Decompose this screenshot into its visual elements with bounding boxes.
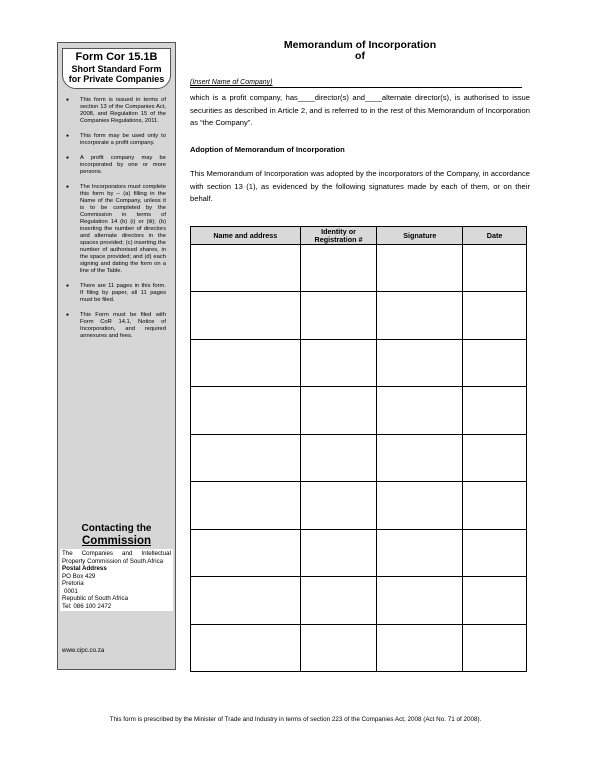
- info-sidebar: [57, 42, 176, 670]
- cell-signature[interactable]: [377, 529, 463, 576]
- cell-identity[interactable]: [300, 292, 377, 339]
- cell-name-address[interactable]: [191, 434, 301, 481]
- form-header-box: [62, 48, 171, 89]
- cell-date[interactable]: [463, 624, 527, 672]
- column-header-signature: Signature: [377, 227, 463, 245]
- cell-date[interactable]: [463, 577, 527, 624]
- table-row: [191, 245, 527, 292]
- footer-note: This form is prescribed by the Minister of Trade and Industry in terms of section 223 of the Companies Act, 2008 (Act No. 71 of 2008).: [109, 716, 482, 723]
- cell-name-address[interactable]: [191, 624, 301, 672]
- cell-signature[interactable]: [377, 245, 463, 292]
- note-item: ● The Incorporators must complete this form by – (a) filling in the Name of the Company, unless it is to be completed by the Commission in terms of Regulation 14 (b) (i) or (iii); (b) inserting the number of directors and alternate directors in the spaces provided; (c) inserting the number of authorised shares, in the space provided; and (d) each signing and dating the form on a line of the Table.: [80, 184, 166, 275]
- cell-date[interactable]: [463, 387, 527, 434]
- website-link[interactable]: www.cipc.co.za: [62, 647, 105, 654]
- cell-name-address[interactable]: [191, 245, 301, 292]
- contact-title-commission: Commission: [81, 535, 151, 547]
- cell-date[interactable]: [463, 434, 527, 481]
- form-number: Form Cor 15.1B: [75, 51, 158, 63]
- cell-signature[interactable]: [377, 482, 463, 529]
- commission-name: The Companies and Intellectual Property Commission of South Africa: [62, 550, 171, 565]
- column-header-date: Date: [463, 227, 527, 245]
- cell-name-address[interactable]: [191, 482, 301, 529]
- company-name-field[interactable]: (Insert Name of Company): [190, 78, 522, 88]
- signature-table: [190, 226, 527, 672]
- table-row: [191, 482, 527, 529]
- table-row: [191, 434, 527, 481]
- postal-line: 0001: [64, 587, 78, 595]
- cell-date[interactable]: [463, 292, 527, 339]
- intro-paragraph: which is a profit company, has____director(s) and____alternate director(s), is authorised to issue securities as described in Article 2, and is referred to in the rest of this Memorandum of Incorporation as “the Company”.: [190, 93, 530, 127]
- contact-title-line: Contacting the: [81, 523, 152, 534]
- table-header-row: [191, 227, 527, 245]
- table-row: [191, 624, 527, 672]
- adoption-heading: Adoption of Memorandum of Incorporation: [190, 145, 345, 154]
- title-line: of: [355, 50, 365, 62]
- column-header-identity: Identity or Registration #: [300, 227, 377, 245]
- note-item: ● This form is issued in terms of section 13 of the Companies Act, 2008, and Regulation 15 of the Companies Regulations, 2011.: [80, 97, 166, 125]
- table-row: [191, 529, 527, 576]
- cell-identity[interactable]: [300, 624, 377, 672]
- page-title: [200, 40, 520, 62]
- postal-line: Republic of South Africa: [62, 595, 129, 602]
- cell-signature[interactable]: [377, 292, 463, 339]
- cell-identity[interactable]: [300, 577, 377, 624]
- cell-name-address[interactable]: [191, 577, 301, 624]
- postal-line: PO Box 429: [62, 572, 96, 580]
- note-item: ● This form may be used only to incorporate a profit company.: [80, 133, 166, 147]
- note-item: ● There are 11 pages in this form. If filing by paper, all 11 pages must be filed.: [80, 283, 166, 304]
- cell-name-address[interactable]: [191, 387, 301, 434]
- postal-line: Pretoria: [62, 580, 84, 587]
- cell-date[interactable]: [463, 339, 527, 386]
- cell-signature[interactable]: [377, 577, 463, 624]
- cell-signature[interactable]: [377, 387, 463, 434]
- table-row: [191, 577, 527, 624]
- form-subtitle: for Private Companies: [68, 74, 165, 84]
- cell-date[interactable]: [463, 245, 527, 292]
- cell-identity[interactable]: [300, 245, 377, 292]
- form-subtitle: Short Standard Form: [71, 64, 162, 74]
- table-row: [191, 387, 527, 434]
- notes-list: [58, 97, 175, 340]
- cell-name-address[interactable]: [191, 339, 301, 386]
- note-item: ● A profit company may be incorporated by one or more persons.: [80, 155, 166, 176]
- contact-section: [58, 523, 175, 611]
- table-row: [191, 339, 527, 386]
- cell-name-address[interactable]: [191, 292, 301, 339]
- cell-identity[interactable]: [300, 434, 377, 481]
- contact-title: [58, 523, 175, 547]
- cell-date[interactable]: [463, 482, 527, 529]
- note-item: ● This Form must be filed with Form CoR 14.1, Notice of Incorporation, and required annexures and fees.: [80, 312, 166, 340]
- cell-identity[interactable]: [300, 339, 377, 386]
- contact-details: [60, 549, 173, 611]
- cell-name-address[interactable]: [191, 529, 301, 576]
- signature-rows: [191, 245, 527, 672]
- adoption-paragraph: This Memorandum of Incorporation was adopted by the incorporators of the Company, in accordance with section 13 (1), as evidenced by the following signatures made by each of them, or on their behalf.: [190, 169, 530, 203]
- cell-identity[interactable]: [300, 482, 377, 529]
- table-row: [191, 292, 527, 339]
- cell-date[interactable]: [463, 529, 527, 576]
- column-header-name: Name and address: [191, 227, 301, 245]
- cell-signature[interactable]: [377, 434, 463, 481]
- title-line: Memorandum of Incorporation: [283, 39, 437, 51]
- cell-signature[interactable]: [377, 339, 463, 386]
- postal-label: Postal Address: [62, 565, 107, 572]
- cell-signature[interactable]: [377, 624, 463, 672]
- telephone: Tel: 086 100 2472: [62, 602, 112, 610]
- cell-identity[interactable]: [300, 387, 377, 434]
- cell-identity[interactable]: [300, 529, 377, 576]
